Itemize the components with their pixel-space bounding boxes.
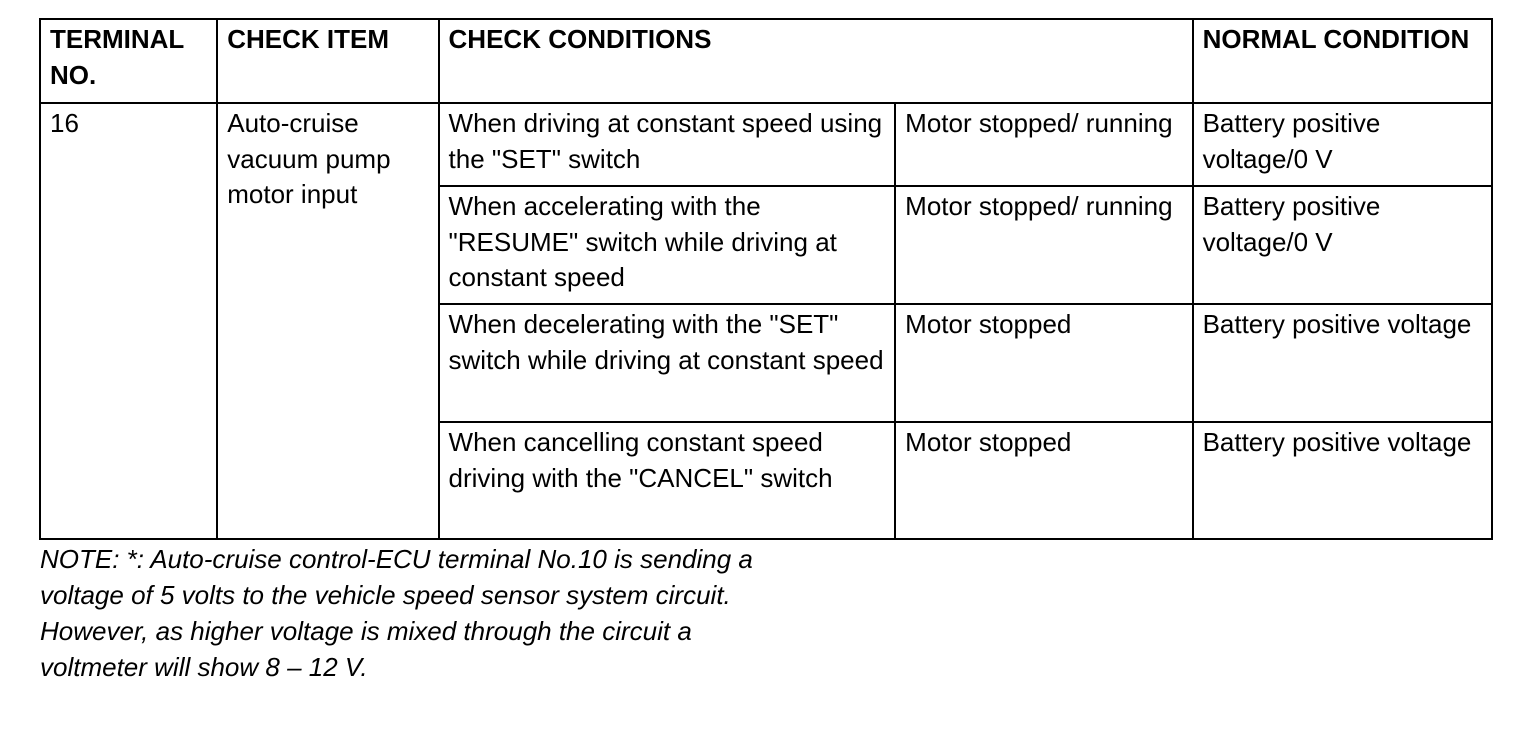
cell-normal-condition: Battery positive voltage/0 V <box>1193 103 1492 186</box>
cell-condition: When cancelling constant speed driving with the "CANCEL" switch <box>439 422 896 539</box>
table-row <box>40 103 1492 186</box>
cell-normal-condition: Battery positive voltage/0 V <box>1193 186 1492 304</box>
cell-check-item: Auto-cruise vacuum pump motor input <box>217 103 438 539</box>
cell-motor-state: Motor stopped/ running <box>895 103 1192 186</box>
cell-condition: When decelerating with the "SET" switch while driving at constant speed <box>439 304 896 422</box>
cell-terminal-no: 16 <box>40 103 217 539</box>
check-table <box>39 18 1493 540</box>
cell-condition: When accelerating with the "RESUME" switch while driving at constant speed <box>439 186 896 304</box>
header-terminal-no: TERMINAL NO. <box>40 19 217 103</box>
cell-normal-condition: Battery positive voltage <box>1193 304 1492 422</box>
header-check-conditions: CHECK CONDITIONS <box>439 19 1193 103</box>
footnote: NOTE: *: Auto-cruise control-ECU terminal No.10 is sending a voltage of 5 volts to the vehicle speed sensor system circuit. However, as higher voltage is mixed through the circuit a voltmeter will show 8 – 12 V. <box>40 544 753 682</box>
header-normal-condition: NORMAL CONDITION <box>1193 19 1492 103</box>
header-check-item: CHECK ITEM <box>217 19 438 103</box>
cell-motor-state: Motor stopped <box>895 422 1192 539</box>
cell-motor-state: Motor stopped/ running <box>895 186 1192 304</box>
cell-normal-condition: Battery positive voltage <box>1193 422 1492 539</box>
cell-condition: When driving at constant speed using the "SET" switch <box>439 103 896 186</box>
table-header-row <box>40 19 1492 103</box>
cell-motor-state: Motor stopped <box>895 304 1192 422</box>
